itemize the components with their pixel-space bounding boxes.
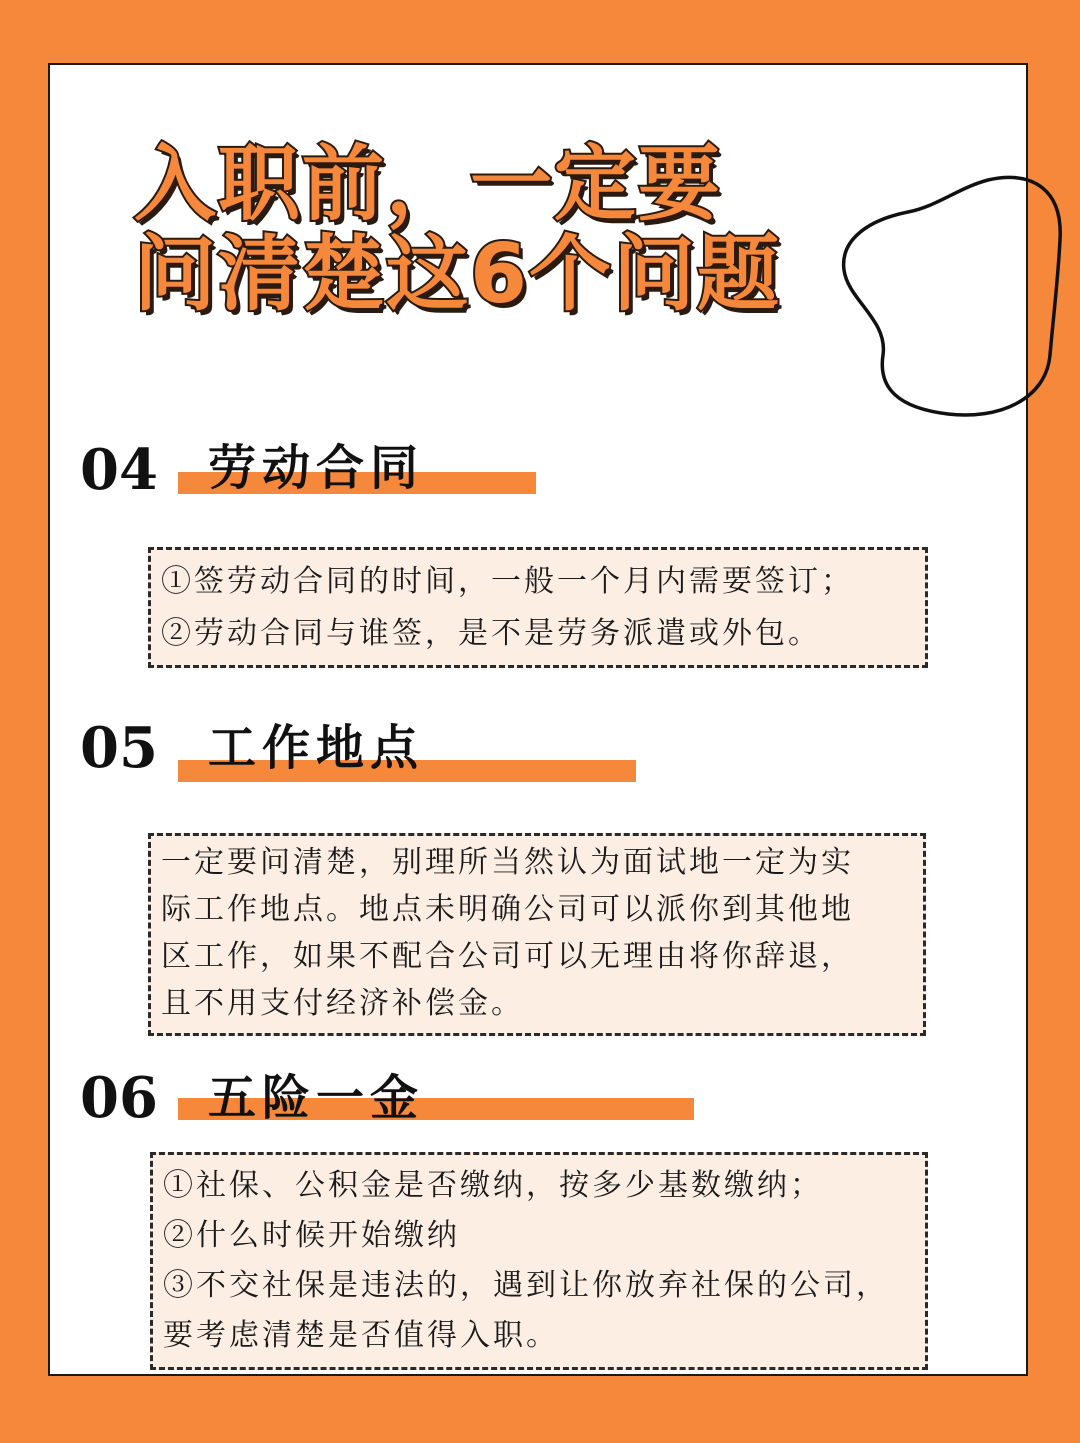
section-04-title: 劳动合同 [208, 440, 425, 496]
section-05-title: 工作地点 [208, 720, 425, 776]
section-06-number: 06 [80, 1065, 158, 1131]
page-title-line-1: 入职前，一定要 [134, 137, 723, 232]
section-06-content-box [150, 1152, 928, 1370]
section-05-line-2: 际工作地点。地点未明确公司可以派你到其他地 [161, 892, 854, 927]
section-04-line-2: ②劳动合同与谁签，是不是劳务派遣或外包。 [161, 616, 821, 651]
section-06-line-1: ①社保、公积金是否缴纳，按多少基数缴纳； [163, 1168, 823, 1203]
section-06-line-2: ②什么时候开始缴纳 [163, 1218, 460, 1253]
section-05-line-3: 区工作，如果不配合公司可以无理由将你辞退， [161, 939, 854, 974]
section-05-content-box [148, 833, 926, 1036]
section-06-title: 五险一金 [208, 1070, 425, 1126]
section-06-line-4: 要考虑清楚是否值得入职。 [163, 1318, 559, 1353]
page-title-line-2: 问清楚这6个问题 [134, 227, 782, 322]
section-04-content-box [148, 547, 928, 668]
section-06-line-3: ③不交社保是违法的，遇到让你放弃社保的公司， [163, 1268, 889, 1303]
section-05-number: 05 [80, 715, 158, 781]
section-04-number: 04 [80, 437, 158, 503]
section-04-line-1: ①签劳动合同的时间，一般一个月内需要签订； [161, 564, 854, 599]
section-05-line-4: 且不用支付经济补偿金。 [161, 986, 524, 1021]
decorative-blob-outline [838, 170, 1070, 422]
section-05-line-1: 一定要问清楚，别理所当然认为面试地一定为实 [161, 845, 854, 880]
